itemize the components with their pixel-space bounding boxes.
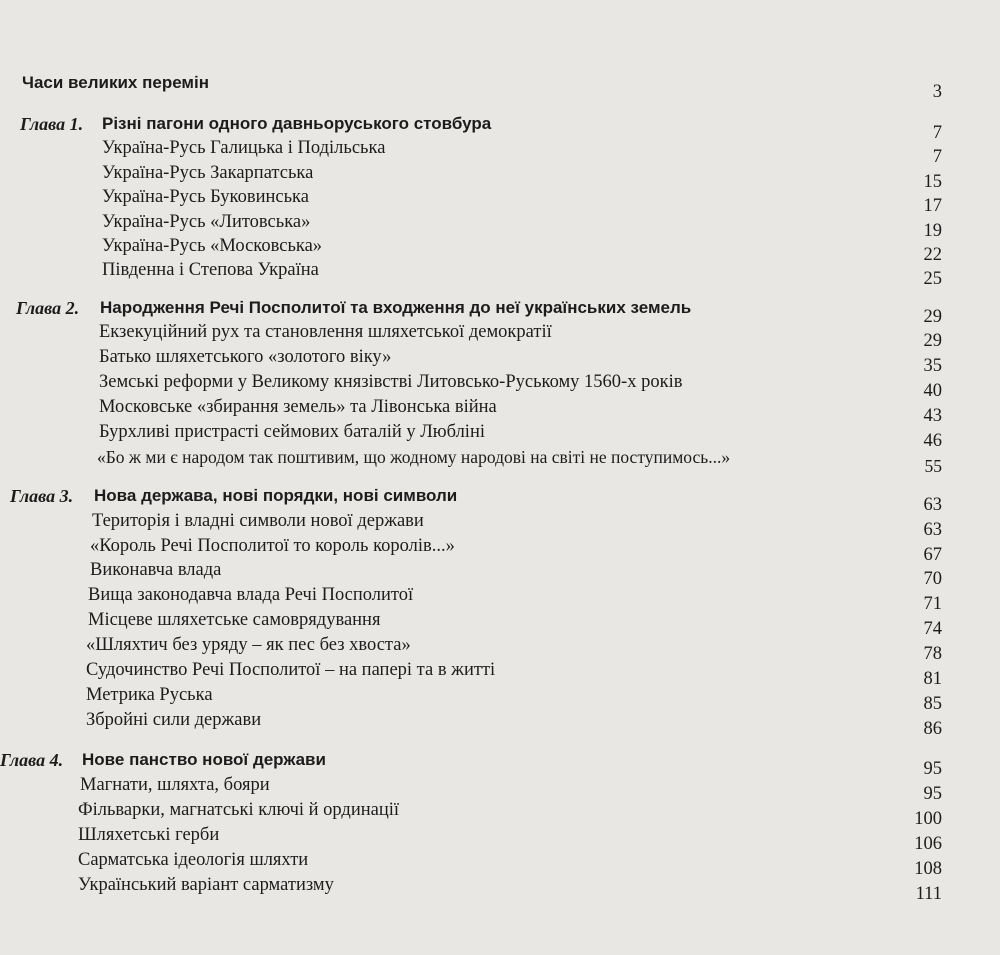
toc-page-number: 86: [923, 719, 942, 739]
toc-page-number: 106: [914, 834, 942, 854]
toc-entry: [99, 371, 942, 401]
toc-entry: [92, 510, 942, 540]
toc-page-number: 43: [923, 406, 942, 426]
toc-page-number: 55: [924, 456, 942, 476]
chapter-label: Глава 1.: [20, 114, 84, 134]
leader-dots: [393, 137, 906, 159]
leader-dots: [432, 510, 906, 532]
toc-entry: [90, 559, 942, 589]
leader-dots: [221, 684, 906, 706]
toc-entry-title: Шляхетські герби: [78, 825, 220, 845]
toc-entry-title: Батько шляхетського «золотого віку»: [99, 347, 392, 367]
leader-dots: [738, 446, 906, 468]
toc-entry: [78, 849, 942, 879]
chapter-heading: [100, 297, 942, 327]
leader-dots: [227, 824, 906, 846]
toc-page-number: 17: [923, 196, 942, 216]
leader-dots: [334, 749, 906, 771]
chapter-heading: [102, 113, 942, 143]
toc-intro: [22, 72, 942, 102]
toc-entry: [86, 709, 942, 739]
toc-entry-title: Вища законодавча влада Речі Посполитої: [88, 585, 414, 605]
toc-entry-title: Сарматська ідеологія шляхти: [78, 850, 309, 870]
toc-entry-title: Виконавча влада: [90, 560, 222, 580]
toc-entry-title: «Король Речі Посполитої то король королів...»: [90, 536, 455, 556]
toc-entry-title: Магнати, шляхта, бояри: [80, 775, 270, 795]
toc-entry-title: Метрика Руська: [86, 685, 213, 705]
toc-entry: [86, 659, 942, 689]
toc-entry-title: Місцеве шляхетське самоврядування: [88, 610, 381, 630]
toc-page-number: 7: [932, 123, 942, 143]
leader-dots: [407, 799, 906, 821]
leader-dots: [419, 634, 906, 656]
toc-entry: [99, 421, 942, 451]
toc-page-number: 15: [923, 172, 942, 192]
toc-entry: [86, 634, 942, 664]
toc-page-number: 74: [923, 619, 942, 639]
toc-entry-title: «Шляхтич без уряду – як пес без хвоста»: [86, 635, 411, 655]
toc-page-number: 67: [923, 545, 942, 565]
toc-entry: [90, 535, 942, 565]
toc-entry: [80, 774, 942, 804]
toc-page-number: 3: [932, 82, 942, 102]
toc-entry: [99, 346, 942, 376]
toc-entry-title: Україна-Русь Буковинська: [102, 187, 309, 207]
leader-dots: [317, 186, 906, 208]
toc-page-number: 85: [923, 694, 942, 714]
leader-dots: [463, 535, 906, 557]
leader-dots: [699, 297, 906, 319]
toc-entry: [102, 235, 942, 265]
chapter-heading: [94, 485, 942, 515]
toc-entry: [88, 609, 942, 639]
toc-page-number: 63: [923, 495, 942, 515]
toc-page-number: 25: [923, 269, 942, 289]
toc-entry: [99, 396, 942, 426]
leader-dots: [560, 321, 906, 343]
leader-dots: [499, 113, 906, 135]
toc-page-number: 95: [923, 784, 942, 804]
toc-entry-title: Україна-Русь «Московська»: [102, 236, 323, 256]
toc-page-number: 70: [923, 569, 942, 589]
leader-dots: [330, 235, 906, 257]
leader-dots: [318, 211, 906, 233]
chapter-title: Нове панство нової держави: [82, 750, 326, 769]
leader-dots: [217, 72, 906, 94]
toc-entry-title: Бурхливі пристрасті сеймових баталій у Любліні: [99, 422, 485, 442]
chapter-title: Народження Речі Посполитої та входження до неї українських земель: [100, 298, 692, 317]
leader-dots: [316, 849, 906, 871]
leader-dots: [493, 421, 906, 443]
toc-page-number: 100: [914, 809, 942, 829]
toc-entry-title: Україна-Русь Закарпатська: [102, 163, 314, 183]
chapter-label: Глава 3.: [10, 486, 74, 506]
toc-entry: [88, 584, 942, 614]
toc-entry: [99, 321, 942, 351]
toc-entry: [78, 874, 942, 904]
chapter-heading: [82, 749, 942, 779]
leader-dots: [690, 371, 906, 393]
toc-entry-title: Земські реформи у Великому князівстві Литовсько-Руському 1560-х років: [99, 372, 683, 392]
leader-dots: [399, 346, 906, 368]
toc-page-number: 111: [915, 884, 942, 904]
toc-page-number: 22: [923, 245, 942, 265]
toc-entry-title: Територія і владні символи нової держави: [92, 511, 424, 531]
toc-entry-title: Південна і Степова Україна: [102, 260, 319, 280]
toc-page-number: 46: [923, 431, 942, 451]
toc-entry: [102, 137, 942, 167]
toc-entry: [78, 799, 942, 829]
leader-dots: [269, 709, 906, 731]
toc-entry-title: Збройні сили держави: [86, 710, 262, 730]
leader-dots: [321, 162, 906, 184]
leader-dots: [503, 659, 906, 681]
toc-intro-title: Часи великих перемін: [22, 73, 209, 92]
toc-entry: [78, 824, 942, 854]
chapter-title: Різні пагони одного давньоруського стовбура: [102, 114, 492, 133]
toc-entry: [102, 186, 942, 216]
chapter-label: Глава 4.: [0, 750, 64, 770]
leader-dots: [421, 584, 906, 606]
toc-page-number: 63: [923, 520, 942, 540]
toc-page-number: 19: [923, 221, 942, 241]
toc-page-number: 40: [923, 381, 942, 401]
leader-dots: [229, 559, 906, 581]
toc-entry: [102, 211, 942, 241]
toc-page-number: 7: [932, 147, 942, 167]
toc-page-number: 95: [923, 759, 942, 779]
toc-entry: [86, 684, 942, 714]
toc-entry-title: Судочинство Речі Посполитої – на папері та в житті: [86, 660, 496, 680]
leader-dots: [465, 485, 906, 507]
leader-dots: [342, 874, 906, 896]
toc-entry: [102, 162, 942, 192]
leader-dots: [327, 259, 906, 281]
toc-page-number: 71: [923, 594, 942, 614]
toc-entry-title: Московське «збирання земель» та Лівонська війна: [99, 397, 497, 417]
leader-dots: [388, 609, 906, 631]
toc-page-number: 78: [923, 644, 942, 664]
chapter-label: Глава 2.: [16, 298, 80, 318]
toc-entry: [97, 446, 942, 476]
toc-entry-title: «Бо ж ми є народом так поштивим, що жодному народові на світі не поступимось...»: [97, 447, 731, 467]
toc-entry-title: Україна-Русь Галицька і Подільська: [102, 138, 386, 158]
chapter-title: Нова держава, нові порядки, нові символи: [94, 486, 458, 505]
leader-dots: [505, 396, 906, 418]
toc-page-number: 29: [923, 331, 942, 351]
toc-page-number: 35: [923, 356, 942, 376]
toc-entry-title: Фільварки, магнатські ключі й ординації: [78, 800, 400, 820]
toc-page-number: 81: [923, 669, 942, 689]
leader-dots: [278, 774, 906, 796]
toc-entry: [102, 259, 942, 289]
toc-page-number: 108: [914, 859, 942, 879]
toc-entry-title: Україна-Русь «Литовська»: [102, 212, 311, 232]
toc-page-number: 29: [923, 307, 942, 327]
toc-entry-title: Український варіант сарматизму: [78, 875, 334, 895]
toc-entry-title: Екзекуційний рух та становлення шляхетської демократії: [99, 322, 552, 342]
